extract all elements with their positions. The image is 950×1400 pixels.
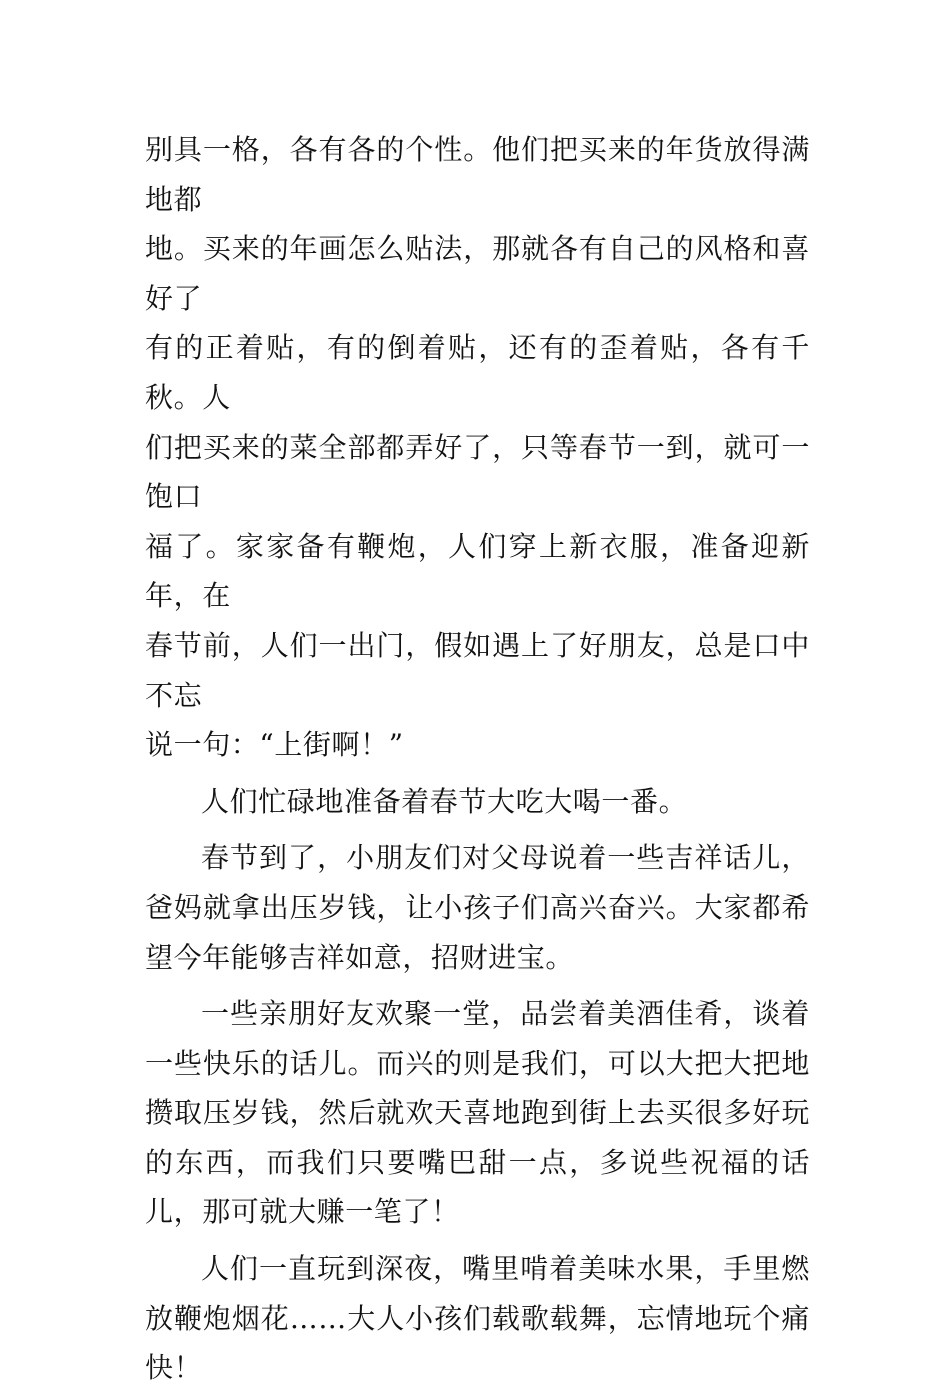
paragraph-line: 别具一格，各有各的个性。他们把买来的年货放得满地都 — [145, 133, 810, 216]
paragraph-5: 人们一直玩到深夜，嘴里啃着美味水果，手里燃放鞭炮烟花……大人小孩们载歌载舞，忘情地玩个痛快！ — [145, 1252, 810, 1385]
document-body — [145, 125, 810, 1400]
paragraph-line: 们把买来的菜全部都弄好了，只等春节一到，就可一饱口 — [145, 430, 810, 514]
paragraph-3: 春节到了，小朋友们对父母说着一些吉祥话儿，爸妈就拿出压岁钱，让小孩子们高兴奋兴。大家都希望今年能够吉祥如意，招财进宝。 — [145, 841, 810, 974]
paragraph-line: 说一句：“上街啊！” — [145, 728, 404, 762]
paragraph-line: 地。买来的年画怎么贴法，那就各有自己的风格和喜好了 — [145, 232, 810, 315]
paragraph-line: 福了。家家备有鞭炮，人们穿上新衣服，准备迎新年，在 — [145, 529, 810, 613]
paragraph-line: 有的正着贴，有的倒着贴，还有的歪着贴，各有千秋。人 — [145, 331, 810, 414]
paragraph-1 — [145, 125, 810, 770]
paragraph-line: 春节前，人们一出门，假如遇上了好朋友，总是口中不忘 — [145, 628, 810, 712]
paragraph-4: 一些亲朋好友欢聚一堂，品尝着美酒佳肴，谈着一些快乐的话儿。而兴的则是我们，可以大把大把地攒取压岁钱，然后就欢天喜地跑到街上去买很多好玩的东西，而我们只要嘴巴甜一点，多说些祝福的话儿，那可就大赚一笔了！ — [145, 997, 810, 1229]
paragraph-2: 人们忙碌地准备着春节大吃大喝一番。 — [201, 784, 688, 818]
